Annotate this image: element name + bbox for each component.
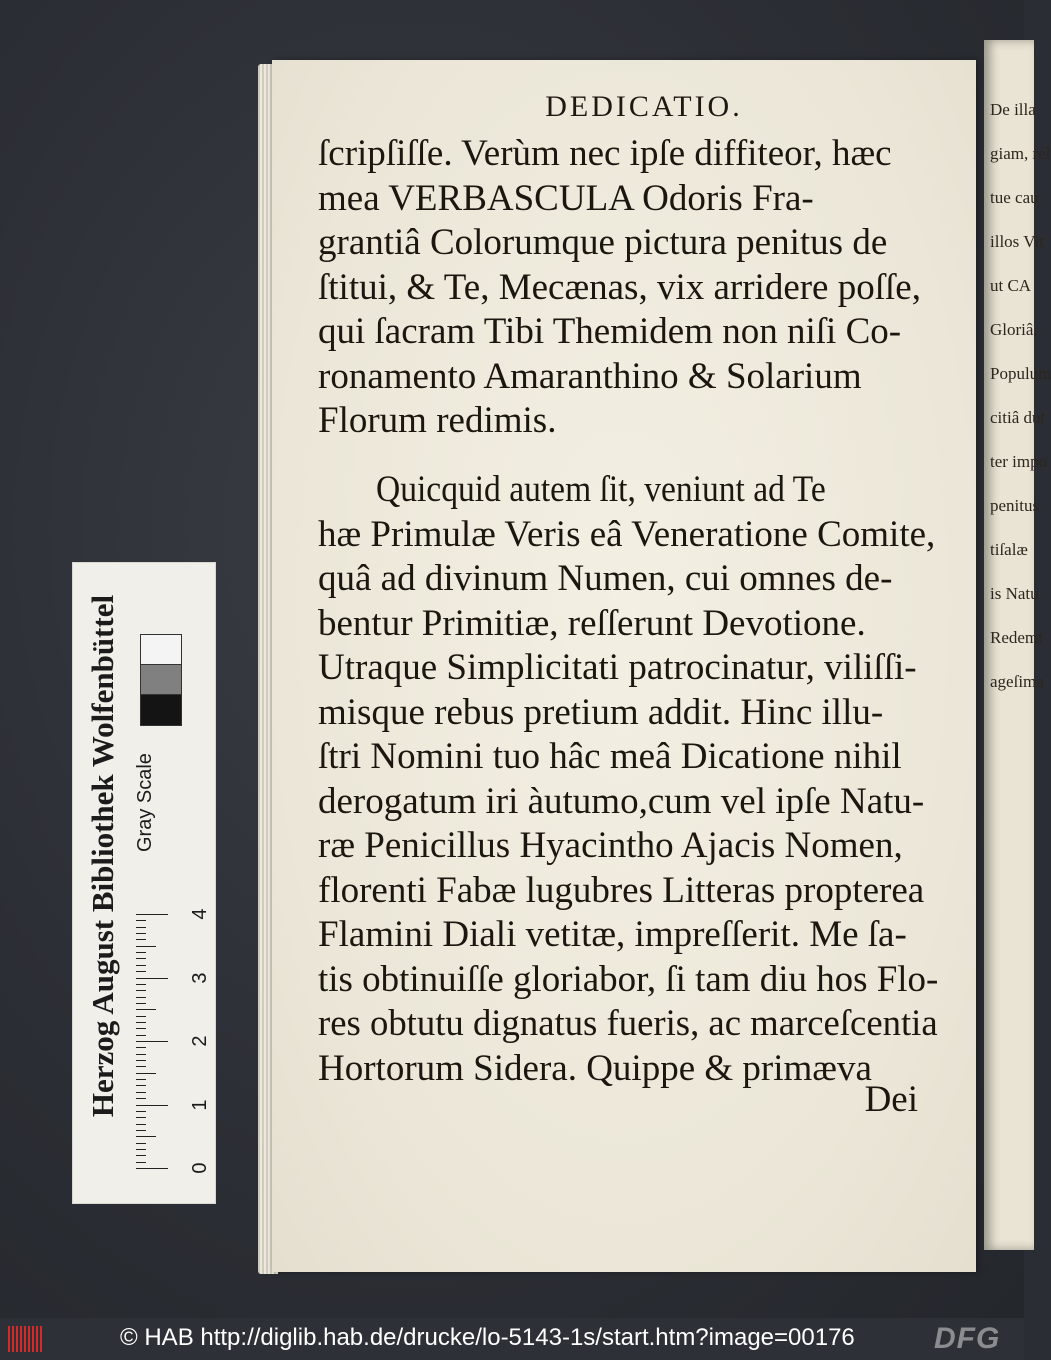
gray-swatch-white bbox=[140, 634, 182, 666]
ruler-tick bbox=[136, 1155, 146, 1156]
footer-credit[interactable]: © HAB http://diglib.hab.de/drucke/lo-5143-1s/start.htm?image=00176 bbox=[120, 1324, 855, 1351]
text-line: ronamento Amaranthino & Solarium bbox=[318, 355, 862, 397]
ruler-tick bbox=[136, 1124, 146, 1125]
ruler-tick bbox=[136, 946, 156, 947]
text-line: Flamini Diali vetitæ, impreſſerit. Me ſa- bbox=[318, 914, 907, 955]
ruler-tick bbox=[136, 1085, 146, 1086]
facing-text-fragment: giam, rel bbox=[990, 144, 1051, 163]
ruler-tick bbox=[136, 1022, 146, 1023]
text-line: mea VERBASCULA Odoris Fra- bbox=[318, 177, 814, 219]
ruler-tick bbox=[136, 1035, 146, 1036]
book-page bbox=[272, 60, 976, 1272]
text-line: ſcripſiſſe. Verùm nec ipſe diffiteor, hæc bbox=[318, 133, 892, 174]
barcode-icon bbox=[8, 1326, 44, 1352]
ruler-tick bbox=[136, 965, 146, 966]
facing-text-fragment: tiſalæ bbox=[990, 540, 1028, 559]
facing-text-fragment: tue cau bbox=[990, 188, 1039, 207]
text-line: ræ Penicillus Hyacintho Ajacis Nomen, bbox=[318, 825, 903, 866]
text-line: qui ſacram Tibi Themidem non niſi Co- bbox=[318, 311, 902, 352]
gray-scale-label: Gray Scale bbox=[134, 753, 156, 852]
ruler-tick bbox=[136, 952, 146, 953]
ruler-tick bbox=[136, 1079, 146, 1080]
ruler-tick bbox=[136, 927, 146, 928]
ruler-tick bbox=[136, 1054, 146, 1055]
text-line: derogatum iri àutumo,cum vel ipſe Natu- bbox=[318, 780, 925, 822]
ruler-number: 4 bbox=[189, 908, 211, 920]
page-header: DEDICATIO. bbox=[545, 90, 743, 123]
facing-text-fragment: ageſima bbox=[990, 672, 1044, 691]
ruler-tick bbox=[136, 1066, 146, 1067]
text-line: quâ ad divinum Numen, cui omnes de- bbox=[318, 558, 893, 599]
facing-text-fragment: Redemt bbox=[990, 628, 1043, 647]
dfg-logo: DFG bbox=[934, 1322, 1001, 1355]
facing-text-fragment: is Natu bbox=[990, 584, 1039, 603]
ruler-tick bbox=[136, 990, 146, 991]
facing-text-fragment: citiâ dut bbox=[990, 408, 1046, 427]
text-line: Hortorum Sidera. Quippe & primæva bbox=[318, 1047, 872, 1089]
ruler-number: 3 bbox=[189, 971, 211, 984]
text-line: Florum redimis. bbox=[318, 400, 557, 441]
ruler-tick bbox=[136, 1111, 146, 1112]
ruler-tick bbox=[136, 1047, 146, 1048]
gray-swatch-black bbox=[140, 694, 182, 726]
ruler-tick bbox=[136, 971, 146, 972]
ruler-tick bbox=[136, 920, 146, 921]
text-line: ſtri Nomini tuo hâc meâ Dicatione nihil bbox=[318, 736, 902, 777]
text-line: grantiâ Colorumque pictura penitus de bbox=[318, 222, 888, 263]
footer-bar bbox=[0, 1318, 1024, 1360]
ruler-number: 0 bbox=[189, 1162, 211, 1174]
ruler-tick bbox=[136, 1143, 146, 1144]
ruler-title: Herzog August Bibliothek Wolfenbüttel bbox=[85, 594, 120, 1118]
facing-text-fragment: ut CA bbox=[990, 276, 1032, 295]
text-line: florenti Fabæ lugubres Litteras propterea bbox=[318, 869, 925, 911]
ruler-tick bbox=[136, 1092, 146, 1093]
ruler-tick bbox=[136, 997, 146, 998]
ruler-tick bbox=[136, 1130, 146, 1131]
ruler-tick bbox=[136, 1117, 146, 1118]
ruler-tick bbox=[136, 1009, 156, 1010]
ruler-tick bbox=[136, 1028, 146, 1029]
text-line: Quicquid autem ſit, veniunt ad Te bbox=[376, 469, 826, 510]
ruler-tick bbox=[136, 1098, 146, 1099]
ruler-tick bbox=[136, 1168, 168, 1169]
ruler-tick bbox=[136, 1149, 146, 1150]
ruler-tick bbox=[136, 914, 168, 915]
facing-page bbox=[984, 40, 1051, 1250]
text-line: hæ Primulæ Veris eâ Veneratione Comite, bbox=[318, 513, 936, 555]
ruler-tick bbox=[136, 1016, 146, 1017]
facing-text-fragment: De illa bbox=[990, 100, 1036, 119]
ruler-tick bbox=[136, 984, 146, 985]
ruler-tick bbox=[136, 933, 146, 934]
ruler-tick bbox=[136, 1105, 168, 1106]
ruler-tick bbox=[136, 978, 168, 979]
ruler-tick bbox=[136, 1136, 156, 1137]
ruler-tick bbox=[136, 1073, 156, 1074]
facing-text-fragment: Gloriâ, bbox=[990, 320, 1038, 339]
text-line: misque rebus pretium addit. Hinc illu- bbox=[318, 691, 884, 733]
facing-text-fragment: Populum bbox=[990, 364, 1051, 383]
ruler-number: 1 bbox=[189, 1098, 211, 1111]
ruler-tick bbox=[136, 1041, 168, 1042]
ruler-tick bbox=[136, 958, 146, 959]
facing-text-fragment: illos Vit bbox=[990, 232, 1044, 251]
gray-swatch-mid bbox=[140, 664, 182, 696]
ruler-number: 2 bbox=[189, 1035, 211, 1047]
facing-text-fragment: ter impo bbox=[990, 452, 1048, 471]
text-line: Utraque Simplicitati patrocinatur, viliſſi- bbox=[318, 647, 917, 688]
ruler-tick bbox=[136, 1060, 146, 1061]
ruler-tick bbox=[136, 1162, 146, 1163]
ruler-tick bbox=[136, 939, 146, 940]
facing-text-fragment: penitus bbox=[990, 496, 1040, 515]
text-line: res obtutu dignatus fueris, ac marceſcentia bbox=[318, 1003, 938, 1044]
ruler-tick bbox=[136, 1003, 146, 1004]
text-line: tis obtinuiſſe gloriabor, ſi tam diu hos Flo- bbox=[318, 958, 939, 1000]
text-line: ſtitui, & Te, Mecænas, vix arridere poſſe, bbox=[318, 266, 921, 308]
catchword: Dei bbox=[864, 1079, 918, 1120]
text-line: bentur Primitiæ, reſſerunt Devotione. bbox=[318, 602, 866, 644]
